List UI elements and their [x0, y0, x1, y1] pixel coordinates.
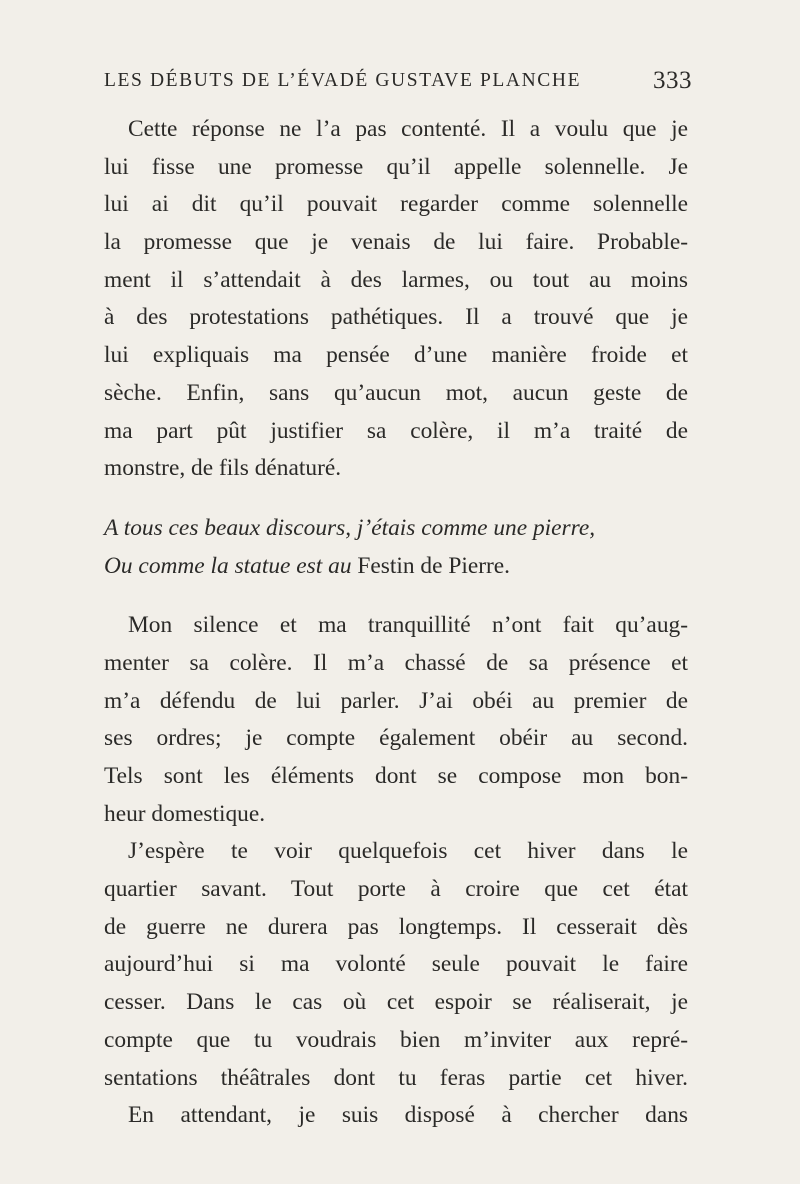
- text-line: compte que tu voudrais bien m’inviter aux repré-: [104, 1026, 688, 1053]
- verse-line: [104, 548, 688, 586]
- spacer: [104, 585, 688, 607]
- body-text: [104, 111, 688, 1135]
- text-line: m’a défendu de lui parler. J’ai obéi au premier de: [104, 687, 688, 714]
- text-line: Tels sont les éléments dont se compose mon bon-: [104, 763, 688, 789]
- text-line: ma part pût justifier sa colère, il m’a traité de: [104, 417, 688, 444]
- text-line: cesser. Dans le cas où cet espoir se réaliserait, je: [104, 989, 688, 1016]
- text-line: heur domestique.: [104, 800, 266, 827]
- text-line: à des protestations pathétiques. Il a trouvé que je: [104, 304, 688, 331]
- paragraph: [104, 607, 688, 833]
- verse-roman-text: Festin de Pierre.: [351, 552, 511, 579]
- spacer: [104, 488, 688, 510]
- verse-line: A tous ces beaux discours, j’étais comme une pierre,: [104, 514, 596, 541]
- text-line: sentations théâtrales dont tu feras partie cet hiver.: [104, 1064, 688, 1091]
- text-line: aujourd’hui si ma volonté seule pouvait le faire: [104, 951, 688, 978]
- text-line: ment il s’attendait à des larmes, ou tout au moins: [104, 266, 688, 293]
- paragraph: [104, 111, 688, 488]
- verse-italic-text: Ou comme la statue est au: [104, 552, 352, 579]
- page-number: 333: [653, 67, 692, 94]
- text-line: de guerre ne durera pas longtemps. Il cesserait dès: [104, 913, 688, 940]
- running-title: LES DÉBUTS DE L’ÉVADÉ GUSTAVE PLANCHE: [104, 70, 582, 91]
- text-line: Cette réponse ne l’a pas contenté. Il a voulu que je: [128, 116, 688, 142]
- text-line: quartier savant. Tout porte à croire que cet état: [104, 876, 688, 903]
- text-line: lui expliquais ma pensée d’une manière froide et: [104, 342, 688, 369]
- text-line: monstre, de fils dénaturé.: [104, 455, 342, 482]
- verse-quote: [104, 510, 688, 585]
- text-line: Mon silence et ma tranquillité n’ont fait qu’aug-: [128, 612, 688, 639]
- text-line: menter sa colère. Il m’a chassé de sa présence et: [104, 649, 688, 676]
- text-line: lui ai dit qu’il pouvait regarder comme solennelle: [104, 191, 688, 218]
- text-line: En attendant, je suis disposé à chercher dans: [128, 1102, 688, 1129]
- text-line: la promesse que je venais de lui faire. Probable-: [104, 229, 688, 256]
- text-line: lui fisse une promesse qu’il appelle solennelle. Je: [104, 153, 688, 180]
- text-line: sèche. Enfin, sans qu’aucun mot, aucun geste de: [104, 379, 688, 406]
- page-header: [104, 67, 692, 102]
- paragraph: [104, 833, 688, 1135]
- text-line: J’espère te voir quelquefois cet hiver dans le: [128, 838, 688, 865]
- text-line: ses ordres; je compte également obéir au second.: [104, 725, 688, 752]
